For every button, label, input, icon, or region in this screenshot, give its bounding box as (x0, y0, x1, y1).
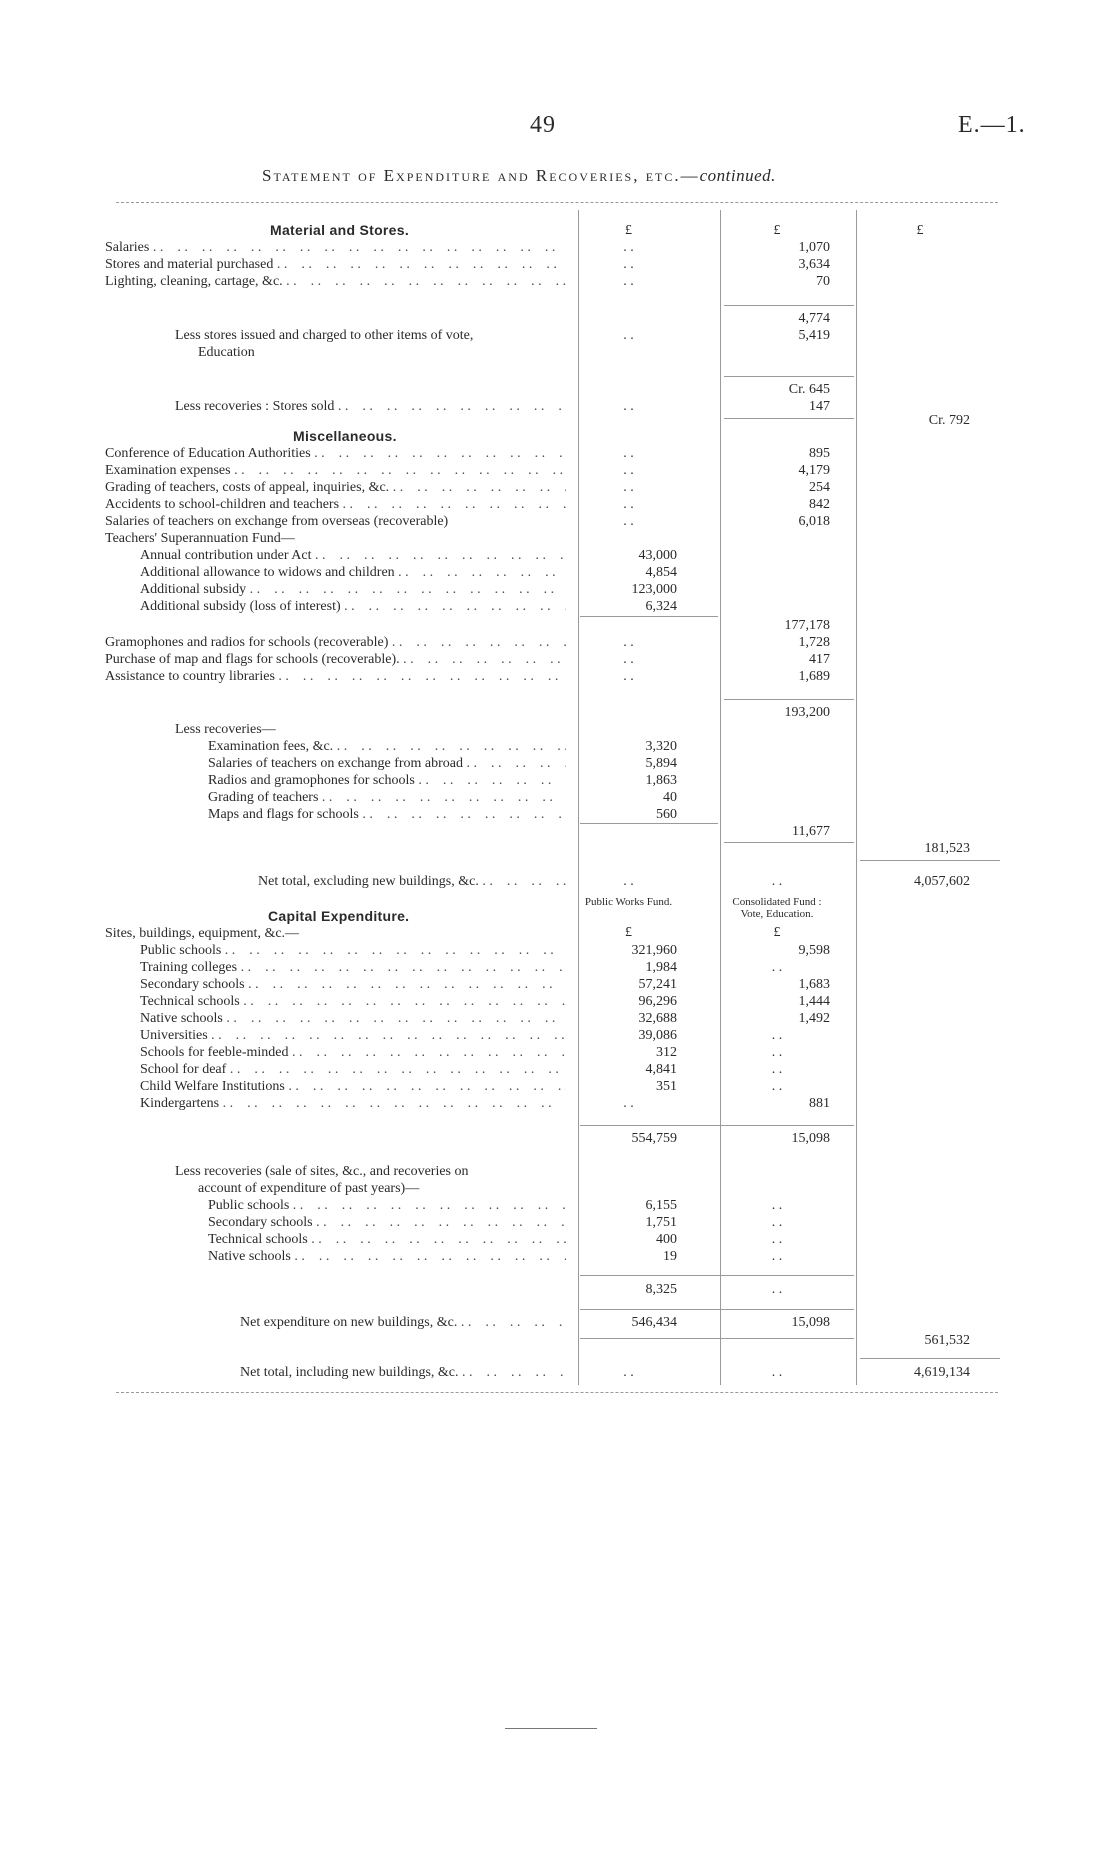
cell-c1: 57,241 (638, 977, 677, 992)
row-label: Net total, excluding new buildings, &c. . . (258, 873, 566, 890)
table-row (0, 547, 1114, 564)
cell-c2: 147 (809, 399, 830, 414)
row-label: Less recoveries : Stores sold . . (175, 398, 566, 415)
table-row (0, 496, 1114, 513)
row-label: Less stores issued and charged to other items of vote, (175, 328, 474, 343)
statement-title-main: Statement of Expenditure and Recoveries, etc.— (262, 166, 700, 185)
row-label: Grading of teachers, costs of appeal, inquiries, &c. . . (105, 479, 566, 496)
row-label: Sites, buildings, equipment, &c.— (105, 926, 300, 941)
cell-c1: 8,325 (645, 1282, 677, 1297)
cell-c1: 560 (656, 807, 677, 822)
row-label: Less recoveries (sale of sites, &c., and recoveries on (175, 1164, 469, 1179)
cell-c1: £ (625, 925, 632, 940)
row-label: Native schools . . (140, 1010, 566, 1027)
cell-c1: 3,320 (645, 739, 677, 754)
table-row (0, 1364, 1114, 1381)
cell-c2: . . (771, 1282, 783, 1297)
section-heading-label: Capital Expenditure. (268, 908, 410, 924)
table-row (0, 668, 1114, 685)
cell-c1: . . (623, 480, 634, 495)
cell-c1: . . (623, 240, 634, 255)
cell-c1: . . (623, 257, 634, 272)
cell-c1: . . (623, 328, 634, 343)
table-row (0, 1027, 1114, 1044)
cell-c2: 6,018 (798, 514, 830, 529)
row-label: Salaries of teachers on exchange from overseas (recoverable) (105, 514, 449, 529)
row-label: Examination fees, &c. . . (208, 738, 566, 755)
cell-c2: 70 (816, 274, 830, 289)
cell-c1: 321,960 (631, 943, 677, 958)
cell-c1: 351 (656, 1079, 677, 1094)
table-row (0, 1078, 1114, 1095)
table-row (0, 959, 1114, 976)
table-row (0, 704, 1114, 721)
cell-c2: . . (771, 1045, 783, 1060)
table-row (0, 738, 1114, 755)
cell-c1: 43,000 (638, 548, 677, 563)
row-label: Technical schools . . (140, 993, 566, 1010)
cell-c2: 1,689 (798, 669, 830, 684)
table-row (0, 1214, 1114, 1231)
cell-c2: 254 (809, 480, 830, 495)
table-row (0, 513, 1114, 530)
row-label: Radios and gramophones for schools . . (208, 772, 566, 789)
table-row (0, 1010, 1114, 1027)
table-row (0, 310, 1114, 327)
row-label: Annual contribution under Act . . (140, 547, 566, 564)
table-row (0, 462, 1114, 479)
cell-c3: 4,057,602 (914, 874, 970, 889)
cell-c1: . . (623, 635, 634, 650)
row-label: Secondary schools . . (208, 1214, 566, 1231)
section-heading-label: Material and Stores. (270, 222, 410, 238)
row-label: Child Welfare Institutions . . (140, 1078, 566, 1095)
row-label: Kindergartens . . (140, 1095, 566, 1112)
cell-c2: 11,677 (792, 824, 830, 839)
table-row (0, 823, 1114, 840)
cell-c3: Cr. 792 (928, 413, 970, 428)
cell-c1: . . (623, 514, 634, 529)
cell-c1: 32,688 (638, 1011, 677, 1026)
row-label: Schools for feeble-minded . . (140, 1044, 566, 1061)
cell-c1: 40 (663, 790, 677, 805)
row-label: Additional subsidy . . (140, 581, 566, 598)
cell-c1: 1,984 (645, 960, 677, 975)
cell-c1: . . (623, 446, 634, 461)
cell-c1: . . (623, 1365, 634, 1380)
cell-c1: 4,854 (645, 565, 677, 580)
cell-c3: £ (916, 223, 924, 238)
cell-c3: 4,619,134 (914, 1365, 970, 1380)
cell-c1: Public Works Fund. (584, 896, 673, 908)
table-row (0, 239, 1114, 256)
cell-c1: . . (623, 652, 634, 667)
cell-c1: . . (623, 399, 634, 414)
cell-c1: . . (623, 669, 634, 684)
row-label: Technical schools . . (208, 1231, 566, 1248)
cell-c2: Consolidated Fund : Vote, Education. (732, 896, 822, 920)
cell-c1: 39,086 (638, 1028, 677, 1043)
cell-c2: . . (771, 874, 783, 889)
cell-c2: 15,098 (791, 1131, 830, 1146)
table-row (0, 479, 1114, 496)
table-row (0, 1044, 1114, 1061)
cell-c1: . . (623, 274, 634, 289)
table-row (0, 873, 1114, 890)
row-label: Maps and flags for schools . . (208, 806, 566, 823)
table-row (0, 1061, 1114, 1078)
cell-c1: 96,296 (638, 994, 677, 1009)
cell-c2: . . (771, 960, 783, 975)
section-heading-label: Miscellaneous. (293, 428, 397, 444)
row-label: School for deaf . . (140, 1061, 566, 1078)
cell-c2: £ (773, 223, 781, 238)
cell-c1: 5,894 (645, 756, 677, 771)
row-label: Less recoveries— (175, 722, 276, 737)
cell-c2: 842 (809, 497, 830, 512)
cell-c2: 1,728 (798, 635, 830, 650)
cell-c2: . . (771, 1079, 783, 1094)
footer-rule (505, 1728, 597, 1729)
cell-c2: . . (771, 1198, 783, 1213)
table-row (0, 530, 1114, 547)
table-row (0, 806, 1114, 823)
row-label: Training colleges . . (140, 959, 566, 976)
row-label: Conference of Education Authorities . . (105, 445, 566, 462)
cell-c2: 9,598 (798, 943, 830, 958)
document-reference: E.—1. (958, 112, 1026, 138)
cell-c1: 1,863 (645, 773, 677, 788)
cell-c2: . . (771, 1365, 783, 1380)
table-row (0, 1095, 1114, 1112)
cell-c1: 554,759 (631, 1131, 677, 1146)
table-row (0, 256, 1114, 273)
row-label: Teachers' Superannuation Fund— (105, 531, 295, 546)
table-row (0, 651, 1114, 668)
cell-c1: 1,751 (645, 1215, 677, 1230)
table-row (0, 1332, 1114, 1349)
cell-c2: 15,098 (791, 1315, 830, 1330)
cell-c2: 417 (809, 652, 830, 667)
row-label: Accidents to school-children and teachers . . (105, 496, 566, 513)
table-row (0, 1231, 1114, 1248)
cell-c2: 1,492 (798, 1011, 830, 1026)
cell-c1: . . (623, 1096, 634, 1111)
table-row (0, 327, 1114, 344)
section-heading (0, 428, 1114, 445)
page-number: 49 (530, 112, 556, 138)
row-label: Net total, including new buildings, &c. . . (240, 1364, 566, 1381)
cell-c1: 6,155 (645, 1198, 677, 1213)
cell-c1: 4,841 (645, 1062, 677, 1077)
table-row (0, 942, 1114, 959)
row-label: Public schools . . (140, 942, 566, 959)
table-row (0, 1180, 1114, 1197)
row-label: Universities . . (140, 1027, 566, 1044)
row-label: Public schools . . (208, 1197, 566, 1214)
cell-c2: Cr. 645 (788, 382, 830, 397)
table-row (0, 445, 1114, 462)
cell-c1: . . (623, 463, 634, 478)
row-label: Lighting, cleaning, cartage, &c. . . (105, 273, 566, 290)
table-row (0, 222, 1114, 239)
row-label: account of expenditure of past years)— (198, 1181, 420, 1196)
statement-title-continued: continued. (699, 166, 776, 185)
cell-c2: . . (771, 1249, 783, 1264)
table-row (0, 1163, 1114, 1180)
table-row (0, 412, 1114, 429)
table-row (0, 1281, 1114, 1298)
cell-c3: 181,523 (924, 841, 970, 856)
table-row (0, 617, 1114, 634)
table-row (0, 840, 1114, 857)
table-row (0, 772, 1114, 789)
row-label: Net expenditure on new buildings, &c. . . (240, 1314, 566, 1331)
cell-c1: 6,324 (645, 599, 677, 614)
row-label: Salaries of teachers on exchange from abroad . . (208, 755, 566, 772)
row-label: Education (198, 345, 255, 360)
table-row (0, 1314, 1114, 1331)
table-row (0, 598, 1114, 615)
row-label: Gramophones and radios for schools (recoverable) . . (105, 634, 566, 651)
cell-c2: 881 (809, 1096, 830, 1111)
table-row (0, 1197, 1114, 1214)
row-label: Purchase of map and flags for schools (recoverable). . . (105, 651, 566, 668)
cell-c2: 3,634 (798, 257, 830, 272)
row-label: Stores and material purchased . . (105, 256, 566, 273)
cell-c2: 4,774 (798, 311, 830, 326)
cell-c1: £ (625, 223, 632, 238)
cell-c3: 561,532 (924, 1333, 970, 1348)
table-row (0, 344, 1114, 361)
cell-c1: 400 (656, 1232, 677, 1247)
cell-c2: 4,179 (798, 463, 830, 478)
cell-c1: 312 (656, 1045, 677, 1060)
table-row (0, 789, 1114, 806)
cell-c2: 177,178 (784, 618, 830, 633)
cell-c2: 1,444 (798, 994, 830, 1009)
cell-c1: . . (623, 874, 634, 889)
row-label: Native schools . . (208, 1248, 566, 1265)
cell-c2: £ (773, 925, 781, 940)
row-label: Additional subsidy (loss of interest) . . (140, 598, 566, 615)
cell-c2: . . (771, 1062, 783, 1077)
row-label: Salaries . . (105, 239, 566, 256)
table-row (0, 634, 1114, 651)
cell-c2: 895 (809, 446, 830, 461)
table-row (0, 1248, 1114, 1265)
cell-c2: . . (771, 1028, 783, 1043)
row-label: Additional allowance to widows and children . . (140, 564, 566, 581)
cell-c2: 193,200 (784, 705, 830, 720)
table-row (0, 581, 1114, 598)
cell-c1: 546,434 (631, 1315, 677, 1330)
table-row (0, 381, 1114, 398)
cell-c1: 123,000 (631, 582, 677, 597)
cell-c2: . . (771, 1215, 783, 1230)
table-row (0, 564, 1114, 581)
table-row (0, 755, 1114, 772)
cell-c1: . . (623, 497, 634, 512)
row-label: Grading of teachers . . (208, 789, 566, 806)
table-row (0, 993, 1114, 1010)
table-row (0, 721, 1114, 738)
row-label: Examination expenses . . (105, 462, 566, 479)
row-label: Assistance to country libraries . . (105, 668, 566, 685)
cell-c2: . . (771, 1232, 783, 1247)
cell-c1: 19 (663, 1249, 677, 1264)
table-row (0, 925, 1114, 942)
table-row (0, 273, 1114, 290)
row-label: Secondary schools . . (140, 976, 566, 993)
table-row (0, 976, 1114, 993)
table-row (0, 1130, 1114, 1147)
cell-c2: 5,419 (798, 328, 830, 343)
cell-c2: 1,070 (798, 240, 830, 255)
cell-c2: 1,683 (798, 977, 830, 992)
